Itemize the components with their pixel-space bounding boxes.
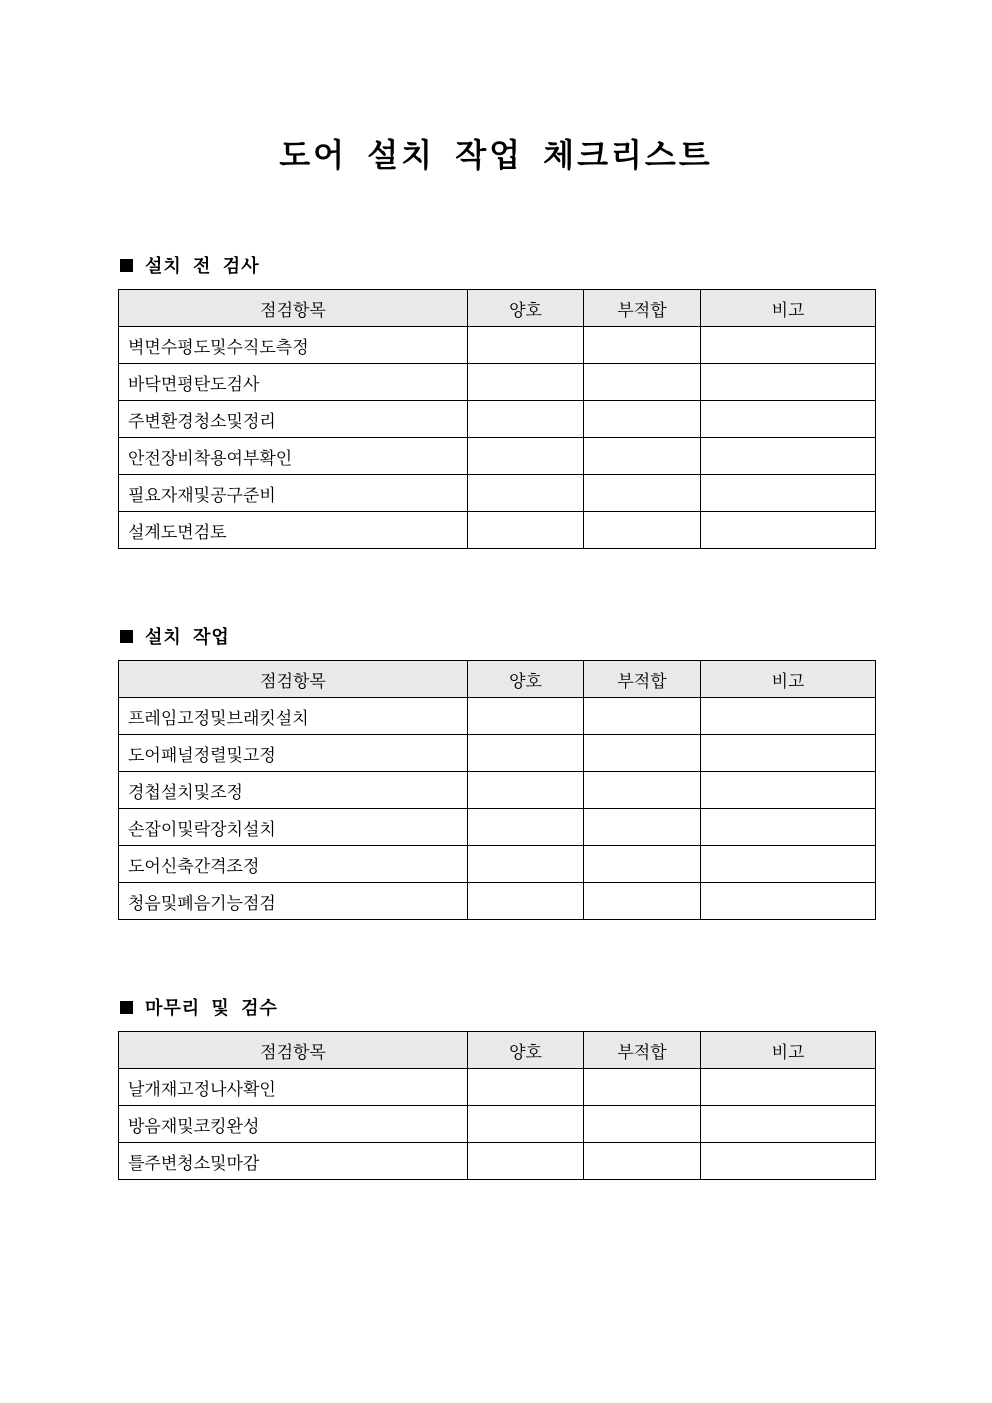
table-header-row	[119, 290, 876, 327]
header-bad: 부적합	[584, 661, 701, 698]
good-cell[interactable]	[468, 772, 584, 809]
square-bullet-icon	[120, 259, 133, 272]
note-cell[interactable]	[701, 401, 876, 438]
table-row	[119, 1143, 876, 1180]
good-cell[interactable]	[468, 327, 584, 364]
item-cell: 설계도면검토	[119, 512, 468, 549]
table-header-row	[119, 1032, 876, 1069]
table-row	[119, 401, 876, 438]
bad-cell[interactable]	[584, 1143, 701, 1180]
note-cell[interactable]	[701, 364, 876, 401]
table-row	[119, 1106, 876, 1143]
good-cell[interactable]	[468, 512, 584, 549]
note-cell[interactable]	[701, 772, 876, 809]
bad-cell[interactable]	[584, 327, 701, 364]
bad-cell[interactable]	[584, 809, 701, 846]
note-cell[interactable]	[701, 846, 876, 883]
note-cell[interactable]	[701, 735, 876, 772]
checklist-table	[118, 660, 876, 920]
bad-cell[interactable]	[584, 438, 701, 475]
note-cell[interactable]	[701, 1143, 876, 1180]
bad-cell[interactable]	[584, 846, 701, 883]
item-cell: 주변환경청소및정리	[119, 401, 468, 438]
bad-cell[interactable]	[584, 883, 701, 920]
note-cell[interactable]	[701, 883, 876, 920]
header-note: 비고	[701, 661, 876, 698]
section-heading-label: 마무리 및 검수	[145, 998, 278, 1019]
bad-cell[interactable]	[584, 698, 701, 735]
good-cell[interactable]	[468, 809, 584, 846]
header-item: 점검항목	[119, 661, 468, 698]
bad-cell[interactable]	[584, 772, 701, 809]
item-cell: 청음및폐음기능점검	[119, 883, 468, 920]
item-cell: 도어패널정렬및고정	[119, 735, 468, 772]
note-cell[interactable]	[701, 327, 876, 364]
good-cell[interactable]	[468, 735, 584, 772]
table-row	[119, 1069, 876, 1106]
good-cell[interactable]	[468, 1106, 584, 1143]
note-cell[interactable]	[701, 698, 876, 735]
note-cell[interactable]	[701, 809, 876, 846]
square-bullet-icon	[120, 1001, 133, 1014]
table-header-row	[119, 661, 876, 698]
header-note: 비고	[701, 290, 876, 327]
good-cell[interactable]	[468, 1069, 584, 1106]
item-cell: 필요자재및공구준비	[119, 475, 468, 512]
header-bad: 부적합	[584, 1032, 701, 1069]
item-cell: 틀주변청소및마감	[119, 1143, 468, 1180]
item-cell: 벽면수평도및수직도측정	[119, 327, 468, 364]
bad-cell[interactable]	[584, 1106, 701, 1143]
item-cell: 프레임고정및브래킷설치	[119, 698, 468, 735]
table-row	[119, 735, 876, 772]
good-cell[interactable]	[468, 698, 584, 735]
item-cell: 바닥면평탄도검사	[119, 364, 468, 401]
item-cell: 경첩설치및조정	[119, 772, 468, 809]
table-row	[119, 438, 876, 475]
header-good: 양호	[468, 661, 584, 698]
table-row	[119, 512, 876, 549]
section-heading-label: 설치 작업	[145, 627, 230, 648]
bad-cell[interactable]	[584, 401, 701, 438]
table-row	[119, 846, 876, 883]
note-cell[interactable]	[701, 1106, 876, 1143]
item-cell: 손잡이및락장치설치	[119, 809, 468, 846]
section-install-work	[118, 623, 875, 914]
section-heading	[118, 623, 875, 649]
table-row	[119, 698, 876, 735]
bad-cell[interactable]	[584, 735, 701, 772]
section-pre-install	[118, 252, 875, 543]
good-cell[interactable]	[468, 846, 584, 883]
header-good: 양호	[468, 290, 584, 327]
good-cell[interactable]	[468, 364, 584, 401]
section-heading-label: 설치 전 검사	[145, 256, 260, 277]
good-cell[interactable]	[468, 1143, 584, 1180]
table-row	[119, 364, 876, 401]
item-cell: 도어신축간격조정	[119, 846, 468, 883]
bad-cell[interactable]	[584, 364, 701, 401]
item-cell: 방음재및코킹완성	[119, 1106, 468, 1143]
note-cell[interactable]	[701, 512, 876, 549]
bad-cell[interactable]	[584, 512, 701, 549]
note-cell[interactable]	[701, 1069, 876, 1106]
item-cell: 날개재고정나사확인	[119, 1069, 468, 1106]
header-item: 점검항목	[119, 290, 468, 327]
table-row	[119, 883, 876, 920]
good-cell[interactable]	[468, 401, 584, 438]
section-heading	[118, 252, 875, 278]
good-cell[interactable]	[468, 883, 584, 920]
table-row	[119, 809, 876, 846]
note-cell[interactable]	[701, 475, 876, 512]
section-heading	[118, 994, 875, 1020]
checklist-table	[118, 289, 876, 549]
note-cell[interactable]	[701, 438, 876, 475]
bad-cell[interactable]	[584, 475, 701, 512]
table-row	[119, 327, 876, 364]
item-cell: 안전장비착용여부확인	[119, 438, 468, 475]
checklist-table	[118, 1031, 876, 1180]
page-title: 도어 설치 작업 체크리스트	[279, 136, 713, 174]
bad-cell[interactable]	[584, 1069, 701, 1106]
header-note: 비고	[701, 1032, 876, 1069]
header-item: 점검항목	[119, 1032, 468, 1069]
good-cell[interactable]	[468, 475, 584, 512]
section-finishing	[118, 994, 875, 1174]
header-good: 양호	[468, 1032, 584, 1069]
table-row	[119, 772, 876, 809]
header-bad: 부적합	[584, 290, 701, 327]
table-row	[119, 475, 876, 512]
good-cell[interactable]	[468, 438, 584, 475]
square-bullet-icon	[120, 630, 133, 643]
